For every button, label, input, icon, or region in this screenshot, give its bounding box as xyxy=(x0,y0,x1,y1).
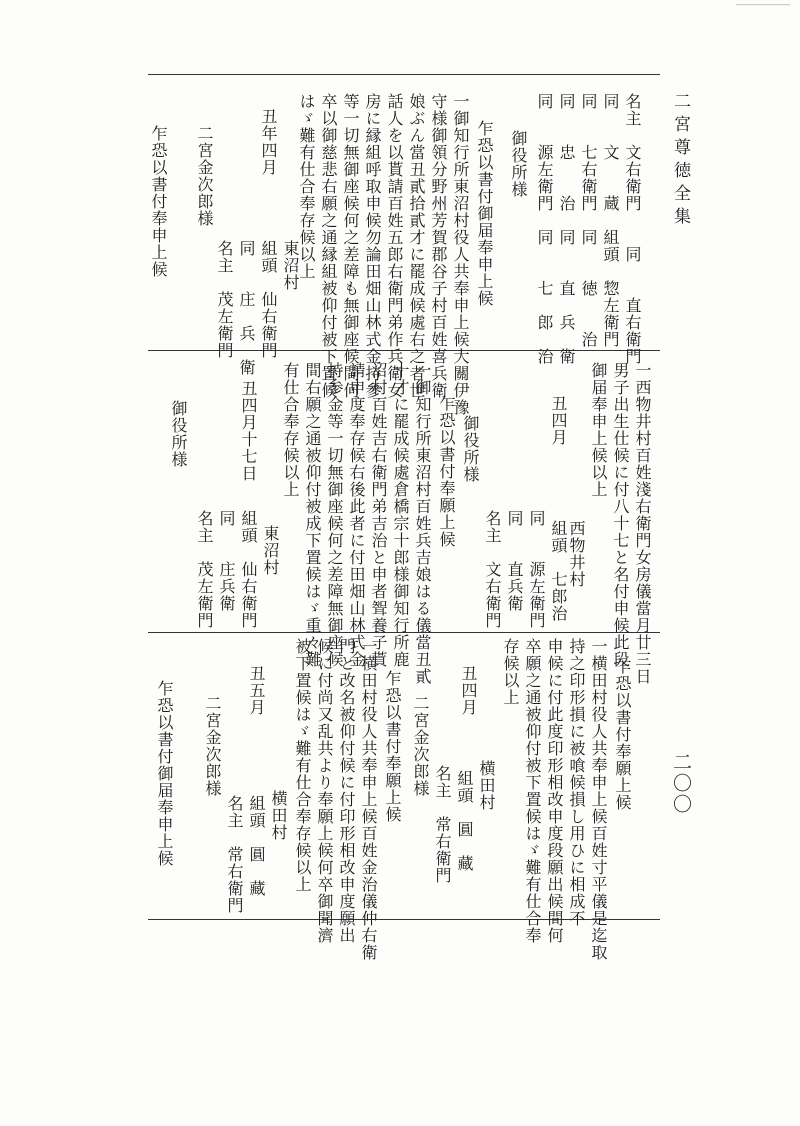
text-column: 存候以上 xyxy=(501,638,520,706)
text-column: 話人を以貰請百姓五郎右衛門弟作兵衛女 xyxy=(385,93,404,399)
text-column: 御役所様 xyxy=(169,400,188,468)
running-head: 二宮尊徳全集 xyxy=(670,92,690,230)
text-column: 娘ぶん當丑貳拾貳才に罷成候處右之者世 xyxy=(407,93,426,399)
text-column: 有仕合奉存候以上 xyxy=(281,362,300,498)
text-column: 卒以御慈悲右願之通縁組被仰付被下置候 xyxy=(319,93,338,399)
text-column: 同 直兵衛 xyxy=(505,510,524,612)
text-column: 持之印形損に被喰候損し用ひに相成不 xyxy=(567,638,586,927)
text-column: 乍恐以書付奉願上候 xyxy=(383,670,402,823)
text-column: 同 忠 治 同 直 兵 衛 xyxy=(557,93,576,365)
text-column: 申候に付此度印形相改申度段願出候間何 xyxy=(545,638,564,944)
page-number: 二〇〇 xyxy=(670,752,692,815)
text-column: 組頭 圓 藏 xyxy=(247,795,266,897)
text-column: 東沼村 xyxy=(281,240,300,291)
text-column: 丑四月 xyxy=(459,665,478,716)
text-column: 候に付尚又乱共より奉願上候何卒御聞濟 xyxy=(315,638,334,944)
text-column: 門と改名被仰付候に付印形相改申度願出 xyxy=(337,638,356,944)
corner-mark: ─────────────── xyxy=(735,2,790,9)
text-column: 同 文 蔵 組頭 惣左衛門 xyxy=(601,93,620,348)
text-column: 十才に罷成候處倉橋宗十郎様御知行所鹿 xyxy=(391,362,410,668)
text-column: 持参金等一切無御座候何之差障無御座候 xyxy=(325,362,344,668)
text-column: 組頭 仙右衛門 xyxy=(259,240,278,359)
text-column: 一西物井村百姓淺右衛門女房儀當月廿三日 xyxy=(633,362,652,685)
text-column: 西物井村 xyxy=(567,520,586,588)
text-column: 乍恐以書付奉願上候 xyxy=(437,395,456,548)
text-column: 丑年四月 xyxy=(259,108,278,176)
text-column: 横田村 xyxy=(477,760,496,811)
text-column: 丑四月 xyxy=(549,395,568,446)
text-column: 男子出生仕候に付八十七と名付申候此段 xyxy=(611,362,630,668)
text-column: 組頭 圓 藏 xyxy=(455,770,474,872)
text-column: 沼村百姓吉右衛門弟吉治と申者聟養子貰 xyxy=(369,362,388,668)
text-column: 同 七右衛門 同 徳 治 xyxy=(579,93,598,348)
text-column: 同 源左衛門 xyxy=(527,510,546,629)
text-column: 乍恐以書付奉申上候 xyxy=(149,125,168,278)
text-column: 横田村 xyxy=(269,790,288,841)
text-column: 被下置候はゞ難有仕合奉存候以上 xyxy=(293,638,312,893)
text-column: 御役所様 xyxy=(509,130,528,198)
text-column: 守様御領分野州芳賀郡谷子村百姓喜兵衛 xyxy=(429,93,448,399)
text-column: 二宮金次郎様 xyxy=(203,695,222,797)
text-column: 請申度奉存候右後此者に付田畑山林式金 xyxy=(347,362,366,668)
text-column: 名主 常右衛門 xyxy=(433,765,452,884)
text-column: 乍恐以書付御届奉申上候 xyxy=(155,680,174,867)
text-column: 東沼村 xyxy=(261,525,280,576)
text-column: 同 庄兵衛 xyxy=(217,510,236,612)
text-column: はゞ難有仕合奉存候以上 xyxy=(297,93,316,280)
text-column: 名主 茂左衛門 xyxy=(195,510,214,629)
text-column: 組頭 七郎治 xyxy=(549,520,568,622)
text-column: 二宮金次郎様 xyxy=(195,125,214,227)
text-column: 御届奉申上候以上 xyxy=(589,362,608,498)
text-column: 名主 文右衛門 同 直右衛門 xyxy=(623,93,642,365)
text-column: 同 庄 兵 衛 xyxy=(237,240,256,376)
text-column: 房に縁組呼取申候勿論田畑山林式金持参 xyxy=(363,93,382,399)
text-column: 等一切無御座候何之差障も無御座候間何 xyxy=(341,93,360,399)
text-column: 丑五月 xyxy=(247,665,266,716)
text-column: 丑四月十七日 xyxy=(239,380,258,482)
text-column: 同 源左衛門 同 七 郎 治 xyxy=(535,93,554,365)
text-column: 二宮金次郎様 xyxy=(411,695,430,797)
text-column: 名主 文右衛門 xyxy=(483,510,502,629)
text-column: 一横田村役人共奉申上候百姓寸平儀是迄取 xyxy=(589,638,608,961)
text-column: 名主 茂左衛門 xyxy=(215,240,234,359)
text-column: 一御知行所東沼村百姓兵吉娘はる儀當丑貳 xyxy=(413,362,432,685)
text-column: 御役所様 xyxy=(461,415,480,483)
text-column: 一横田村役人共奉申上候百姓金治儀仲右衛 xyxy=(359,638,378,961)
text-column: 一御知行所東沼村役人共奉申上候大關伊豫 xyxy=(451,93,470,416)
text-column: 卒願之通被仰付被下置候はゞ難有仕合奉 xyxy=(523,638,542,944)
text-column: 組頭 仙右衛門 xyxy=(239,510,258,629)
text-column: 名主 常右衛門 xyxy=(225,795,244,914)
text-column: 乍恐以書付奉願上候 xyxy=(613,658,632,811)
text-column: 乍恐以書付御届奉申上候 xyxy=(475,120,494,307)
text-column: 間右願之通被仰付被成下置候はゞ重々難 xyxy=(303,362,322,668)
